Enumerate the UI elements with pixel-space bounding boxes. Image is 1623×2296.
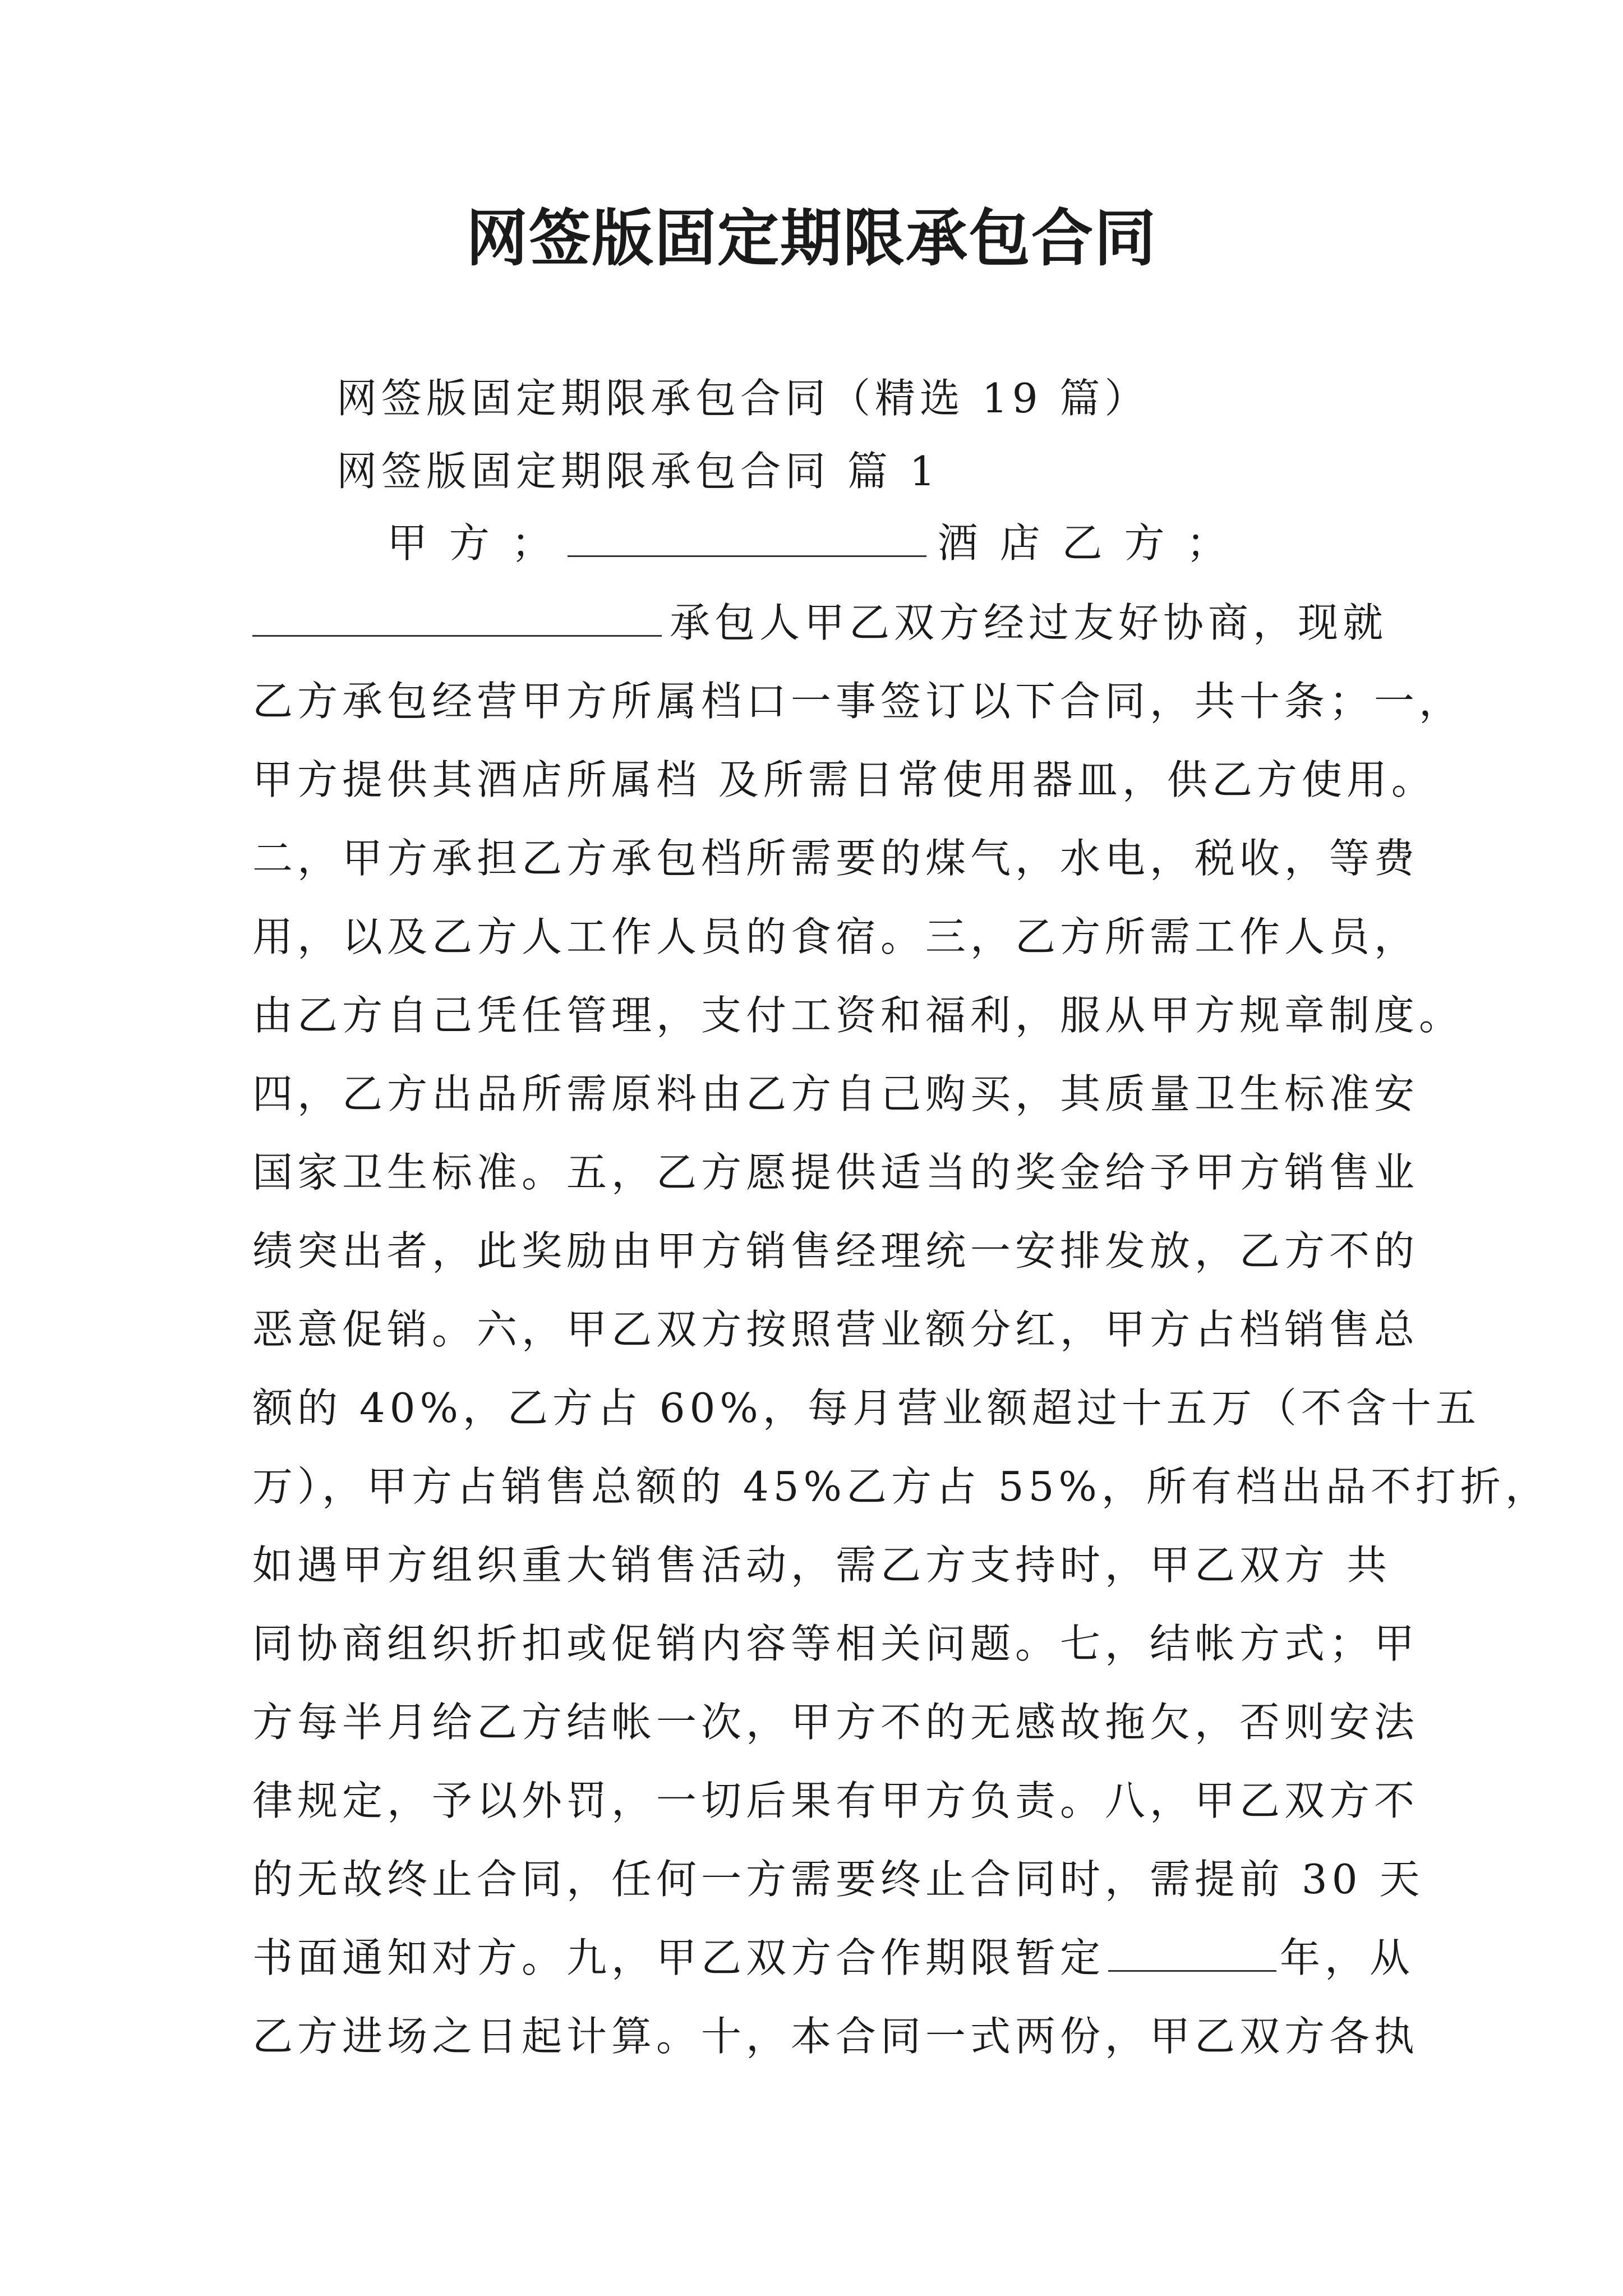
body-line-last: 乙方进场之日起计算。十，本合同一式两份，甲乙双方各执 — [252, 2013, 1419, 2060]
party-line — [387, 515, 1231, 571]
body-line: 乙方承包经营甲方所属档口一事签订以下合同，共十条；一， — [252, 678, 1464, 725]
document-title: 网签版固定期限承包合同 — [466, 202, 1157, 274]
party-a-label: 甲 方 ； — [387, 519, 556, 567]
term-years-blank — [1108, 1936, 1276, 1972]
body-line: 万），甲方占销售总额的 45%乙方占 55%，所有档出品不打折， — [252, 1463, 1550, 1510]
body-line: 恶意促销。六，甲乙双方按照营业额分红，甲方占档销售总 — [252, 1306, 1419, 1353]
document-subtitle: 网签版固定期限承包合同（精选 19 篇） — [336, 375, 1150, 422]
body-line: 额的 40%，乙方占 60%，每月营业额超过十五万（不含十五 — [252, 1384, 1481, 1432]
body-line: 甲方提供其酒店所属档 及所需日常使用器皿，供乙方使用。 — [252, 756, 1436, 803]
body-line: 二，甲方承担乙方承包档所需要的煤气，水电，税收，等费 — [252, 835, 1419, 882]
body-line: 国家卫生标准。五，乙方愿提供适当的奖金给予甲方销售业 — [252, 1149, 1419, 1196]
body-line: 由乙方自己凭任管理，支付工资和福利，服从甲方规章制度。 — [252, 992, 1464, 1039]
body-line: 四，乙方出品所需原料由乙方自己购买，其质量卫生标准安 — [252, 1070, 1419, 1117]
term-line-after: 年，从 — [1280, 1934, 1415, 1981]
contractor-blank — [252, 601, 662, 637]
term-line-before: 书面通知对方。九，甲乙双方合作期限暂定 — [252, 1934, 1105, 1981]
section-heading: 网签版固定期限承包合同 篇 1 — [336, 448, 940, 495]
body-line-1-text: 承包人甲乙双方经过友好协商，现就 — [670, 599, 1388, 646]
body-line: 用，以及乙方人工作人员的食宿。三，乙方所需工作人员， — [252, 913, 1419, 960]
body-line: 律规定，予以外罚，一切后果有甲方负责。八，甲乙双方不 — [252, 1777, 1419, 1824]
body-line: 方每半月给乙方结帐一次，甲方不的无感故拖欠，否则安法 — [252, 1699, 1419, 1746]
body-line: 的无故终止合同，任何一方需要终止合同时，需提前 30 天 — [252, 1856, 1424, 1903]
term-line — [252, 1930, 1414, 1986]
body-line-1 — [252, 595, 1387, 651]
body-line: 绩突出者，此奖励由甲方销售经理统一安排发放，乙方不的 — [252, 1227, 1419, 1274]
body-line: 如遇甲方组织重大销售活动，需乙方支持时，甲乙双方 共 — [252, 1542, 1391, 1589]
body-line: 同协商组织折扣或促销内容等相关问题。七，结帐方式；甲 — [252, 1620, 1419, 1667]
hotel-label: 酒 店 乙 方 ； — [937, 519, 1232, 567]
party-a-blank — [568, 522, 926, 557]
